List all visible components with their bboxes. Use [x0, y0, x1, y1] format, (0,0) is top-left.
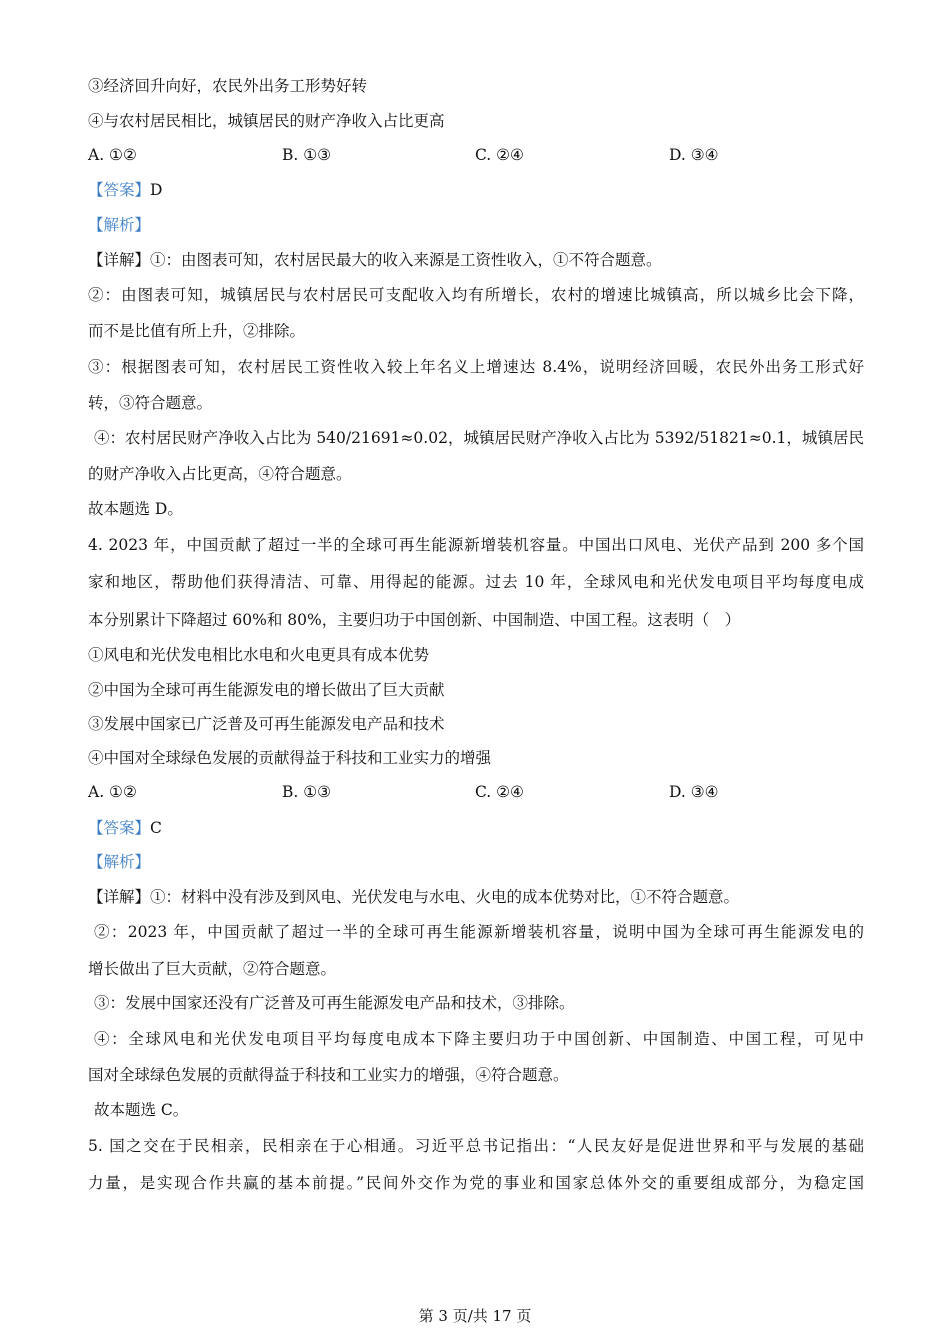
- q3-detail-3a: ③：根据图表可知，农村居民工资性收入较上年名义上增速达 8.4%，说明经济回暖，农民外出务工形式好: [88, 358, 864, 376]
- q4-answer: [88, 817, 864, 839]
- q5-stem-1: 5. 国之交在于民相亲，民相亲在于心相通。习近平总书记指出：“人民友好是促进世界和平与发展的基础: [88, 1137, 864, 1155]
- q4-detail-2a: ②：2023 年，中国贡献了超过一半的全球可再生能源新增装机容量，说明中国为全球可再生能源发电的: [94, 923, 864, 941]
- q4-analysis-label: 【解析】: [88, 853, 151, 871]
- q3-item-3: ③经济回升向好，农民外出务工形势好转: [88, 77, 368, 95]
- q4-item-4: ④中国对全球绿色发展的贡献得益于科技和工业实力的增强: [88, 749, 492, 767]
- q3-detail-3b: 转，③符合题意。: [88, 394, 213, 412]
- q3-analysis-label: 【解析】: [88, 216, 151, 234]
- q4-option-b: B. ①③: [282, 783, 332, 801]
- q3-answer: [88, 179, 864, 201]
- answer-value: C: [150, 819, 162, 837]
- page-footer: 第 3 页/共 17 页: [418, 1307, 532, 1325]
- q3-detail-2b: 而不是比值有所上升，②排除。: [88, 322, 306, 340]
- q4-option-c: C. ②④: [475, 783, 524, 801]
- q4-detail-4a: ④：全球风电和光伏发电项目平均每度电成本下降主要归功于中国创新、中国制造、中国工程，可见中: [94, 1030, 864, 1048]
- q3-detail-1: [88, 249, 864, 271]
- q4-detail-1: [88, 886, 864, 908]
- answer-label: 【答案】: [88, 819, 151, 837]
- q4-item-2: ②中国为全球可再生能源发电的增长做出了巨大贡献: [88, 681, 445, 699]
- q3-conclusion: 故本题选 D。: [88, 500, 183, 518]
- q3-option-b: B. ①③: [282, 146, 332, 164]
- q3-item-4: ④与农村居民相比，城镇居民的财产净收入占比更高: [88, 112, 445, 130]
- q4-stem-3: 本分别累计下降超过 60%和 80%，主要归功于中国创新、中国制造、中国工程。这表明（ ）: [88, 611, 741, 629]
- detail-text: ①：由图表可知，农村居民最大的收入来源是工资性收入，①不符合题意。: [150, 251, 662, 269]
- q4-detail-3: ③：发展中国家还没有广泛普及可再生能源发电产品和技术，③排除。: [94, 994, 575, 1012]
- detail-label: 【详解】: [88, 888, 151, 906]
- q3-options: [88, 144, 864, 166]
- q4-stem-2: 家和地区，帮助他们获得清洁、可靠、用得起的能源。过去 10 年，全球风电和光伏发电项目平均每度电成: [88, 573, 864, 591]
- q3-option-c: C. ②④: [475, 146, 524, 164]
- q3-detail-2a: ②：由图表可知，城镇居民与农村居民可支配收入均有所增长，农村的增速比城镇高，所以城乡比会下降，: [88, 286, 864, 304]
- q4-detail-4b: 国对全球绿色发展的贡献得益于科技和工业实力的增强，④符合题意。: [88, 1066, 569, 1084]
- q4-conclusion: 故本题选 C。: [94, 1101, 189, 1119]
- q4-stem-1: 4. 2023 年，中国贡献了超过一半的全球可再生能源新增装机容量。中国出口风电、光伏产品到 200 多个国: [88, 536, 864, 554]
- q3-detail-4b: 的财产净收入占比更高，④符合题意。: [88, 465, 352, 483]
- answer-value: D: [150, 181, 163, 199]
- detail-label: 【详解】: [88, 251, 151, 269]
- q3-option-a: A. ①②: [88, 146, 137, 164]
- q4-item-1: ①风电和光伏发电相比水电和火电更具有成本优势: [88, 646, 430, 664]
- q3-option-d: D. ③④: [669, 146, 719, 164]
- q4-detail-2b: 增长做出了巨大贡献，②符合题意。: [88, 960, 337, 978]
- q5-stem-2: 力量，是实现合作共赢的基本前提。”民间外交作为党的事业和国家总体外交的重要组成部分，为稳定国: [88, 1174, 864, 1192]
- answer-label: 【答案】: [88, 181, 151, 199]
- q4-option-d: D. ③④: [669, 783, 719, 801]
- q4-item-3: ③发展中国家已广泛普及可再生能源发电产品和技术: [88, 715, 445, 733]
- q4-option-a: A. ①②: [88, 783, 137, 801]
- q4-options: [88, 781, 864, 803]
- q3-detail-4a: ④：农村居民财产净收入占比为 540/21691≈0.02，城镇居民财产净收入占比为 5392/51821≈0.1，城镇居民: [94, 429, 864, 447]
- detail-text: ①：材料中没有涉及到风电、光伏发电与水电、火电的成本优势对比，①不符合题意。: [150, 888, 740, 906]
